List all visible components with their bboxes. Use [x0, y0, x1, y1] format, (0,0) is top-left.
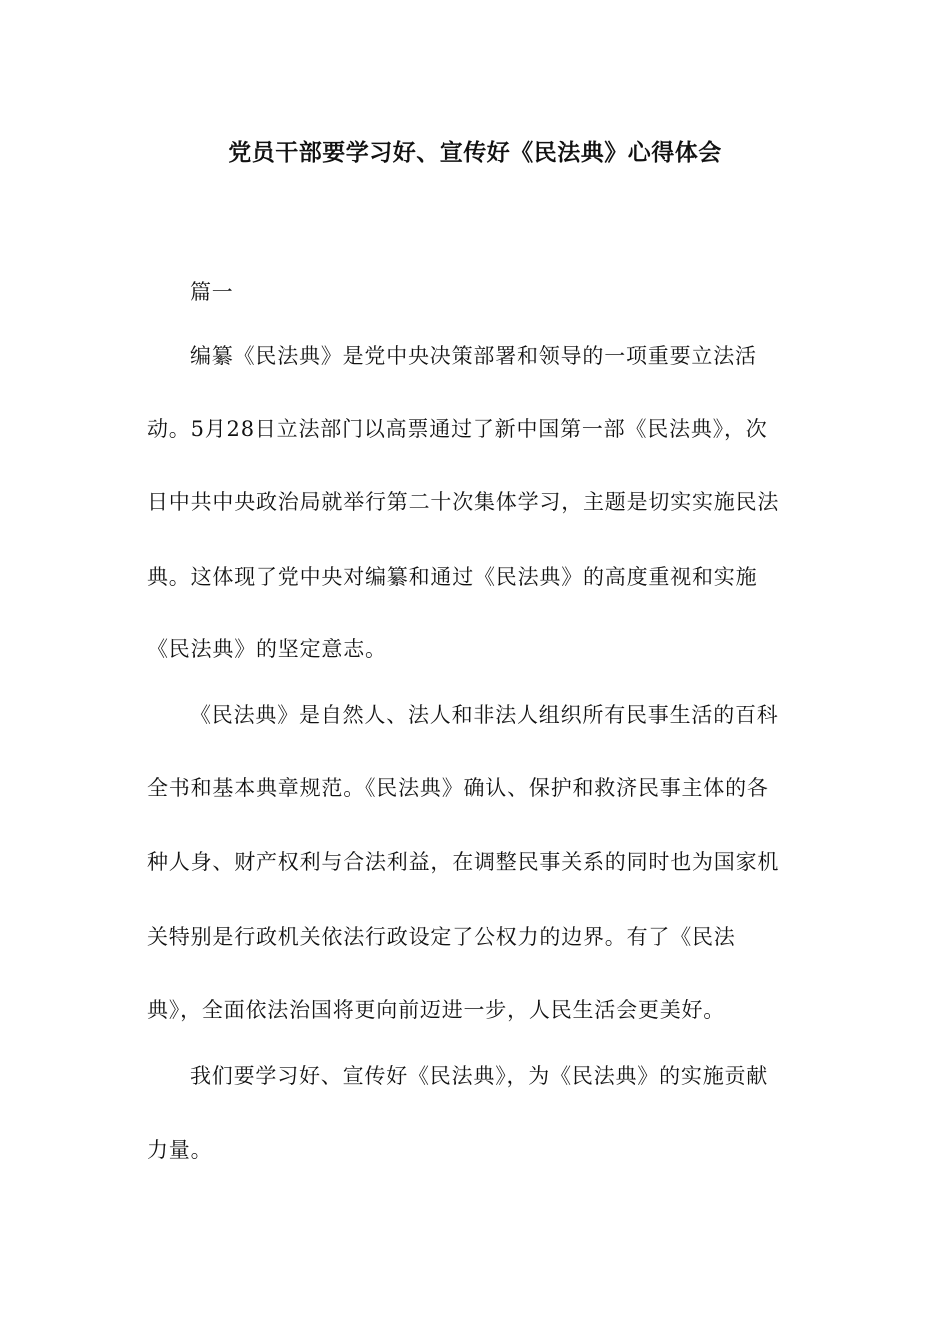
paragraph-line: 编纂《民法典》是党中央决策部署和领导的一项重要立法活 — [190, 344, 757, 368]
paragraph-line: 力量。 — [147, 1138, 213, 1162]
paragraph-line: 种人身、财产权利与合法利益，在调整民事关系的同时也为国家机 — [147, 850, 780, 874]
paragraph-line: 《民法典》是自然人、法人和非法人组织所有民事生活的百科 — [190, 703, 779, 727]
paragraph-line: 动。5月28日立法部门以高票通过了新中国第一部《民法典》，次 — [147, 417, 768, 441]
paragraph-line: 日中共中央政治局就举行第二十次集体学习，主题是切实实施民法 — [147, 490, 780, 514]
paragraph-line: 我们要学习好、宣传好《民法典》，为《民法典》的实施贡献 — [190, 1064, 769, 1088]
paragraph-line: 《民法典》的坚定意志。 — [147, 637, 387, 661]
paragraph-line: 全书和基本典章规范。《民法典》确认、保护和救济民事主体的各 — [147, 776, 769, 800]
document-title: 党员干部要学习好、宣传好《民法典》心得体会 — [228, 140, 722, 166]
paragraph-line: 关特别是行政机关依法行政设定了公权力的边界。有了《民法 — [147, 925, 736, 949]
section-heading: 篇一 — [190, 280, 234, 304]
paragraph-line: 典。这体现了党中央对编纂和通过《民法典》的高度重视和实施 — [147, 565, 758, 589]
paragraph-line: 典》，全面依法治国将更向前迈进一步，人民生活会更美好。 — [147, 998, 726, 1022]
